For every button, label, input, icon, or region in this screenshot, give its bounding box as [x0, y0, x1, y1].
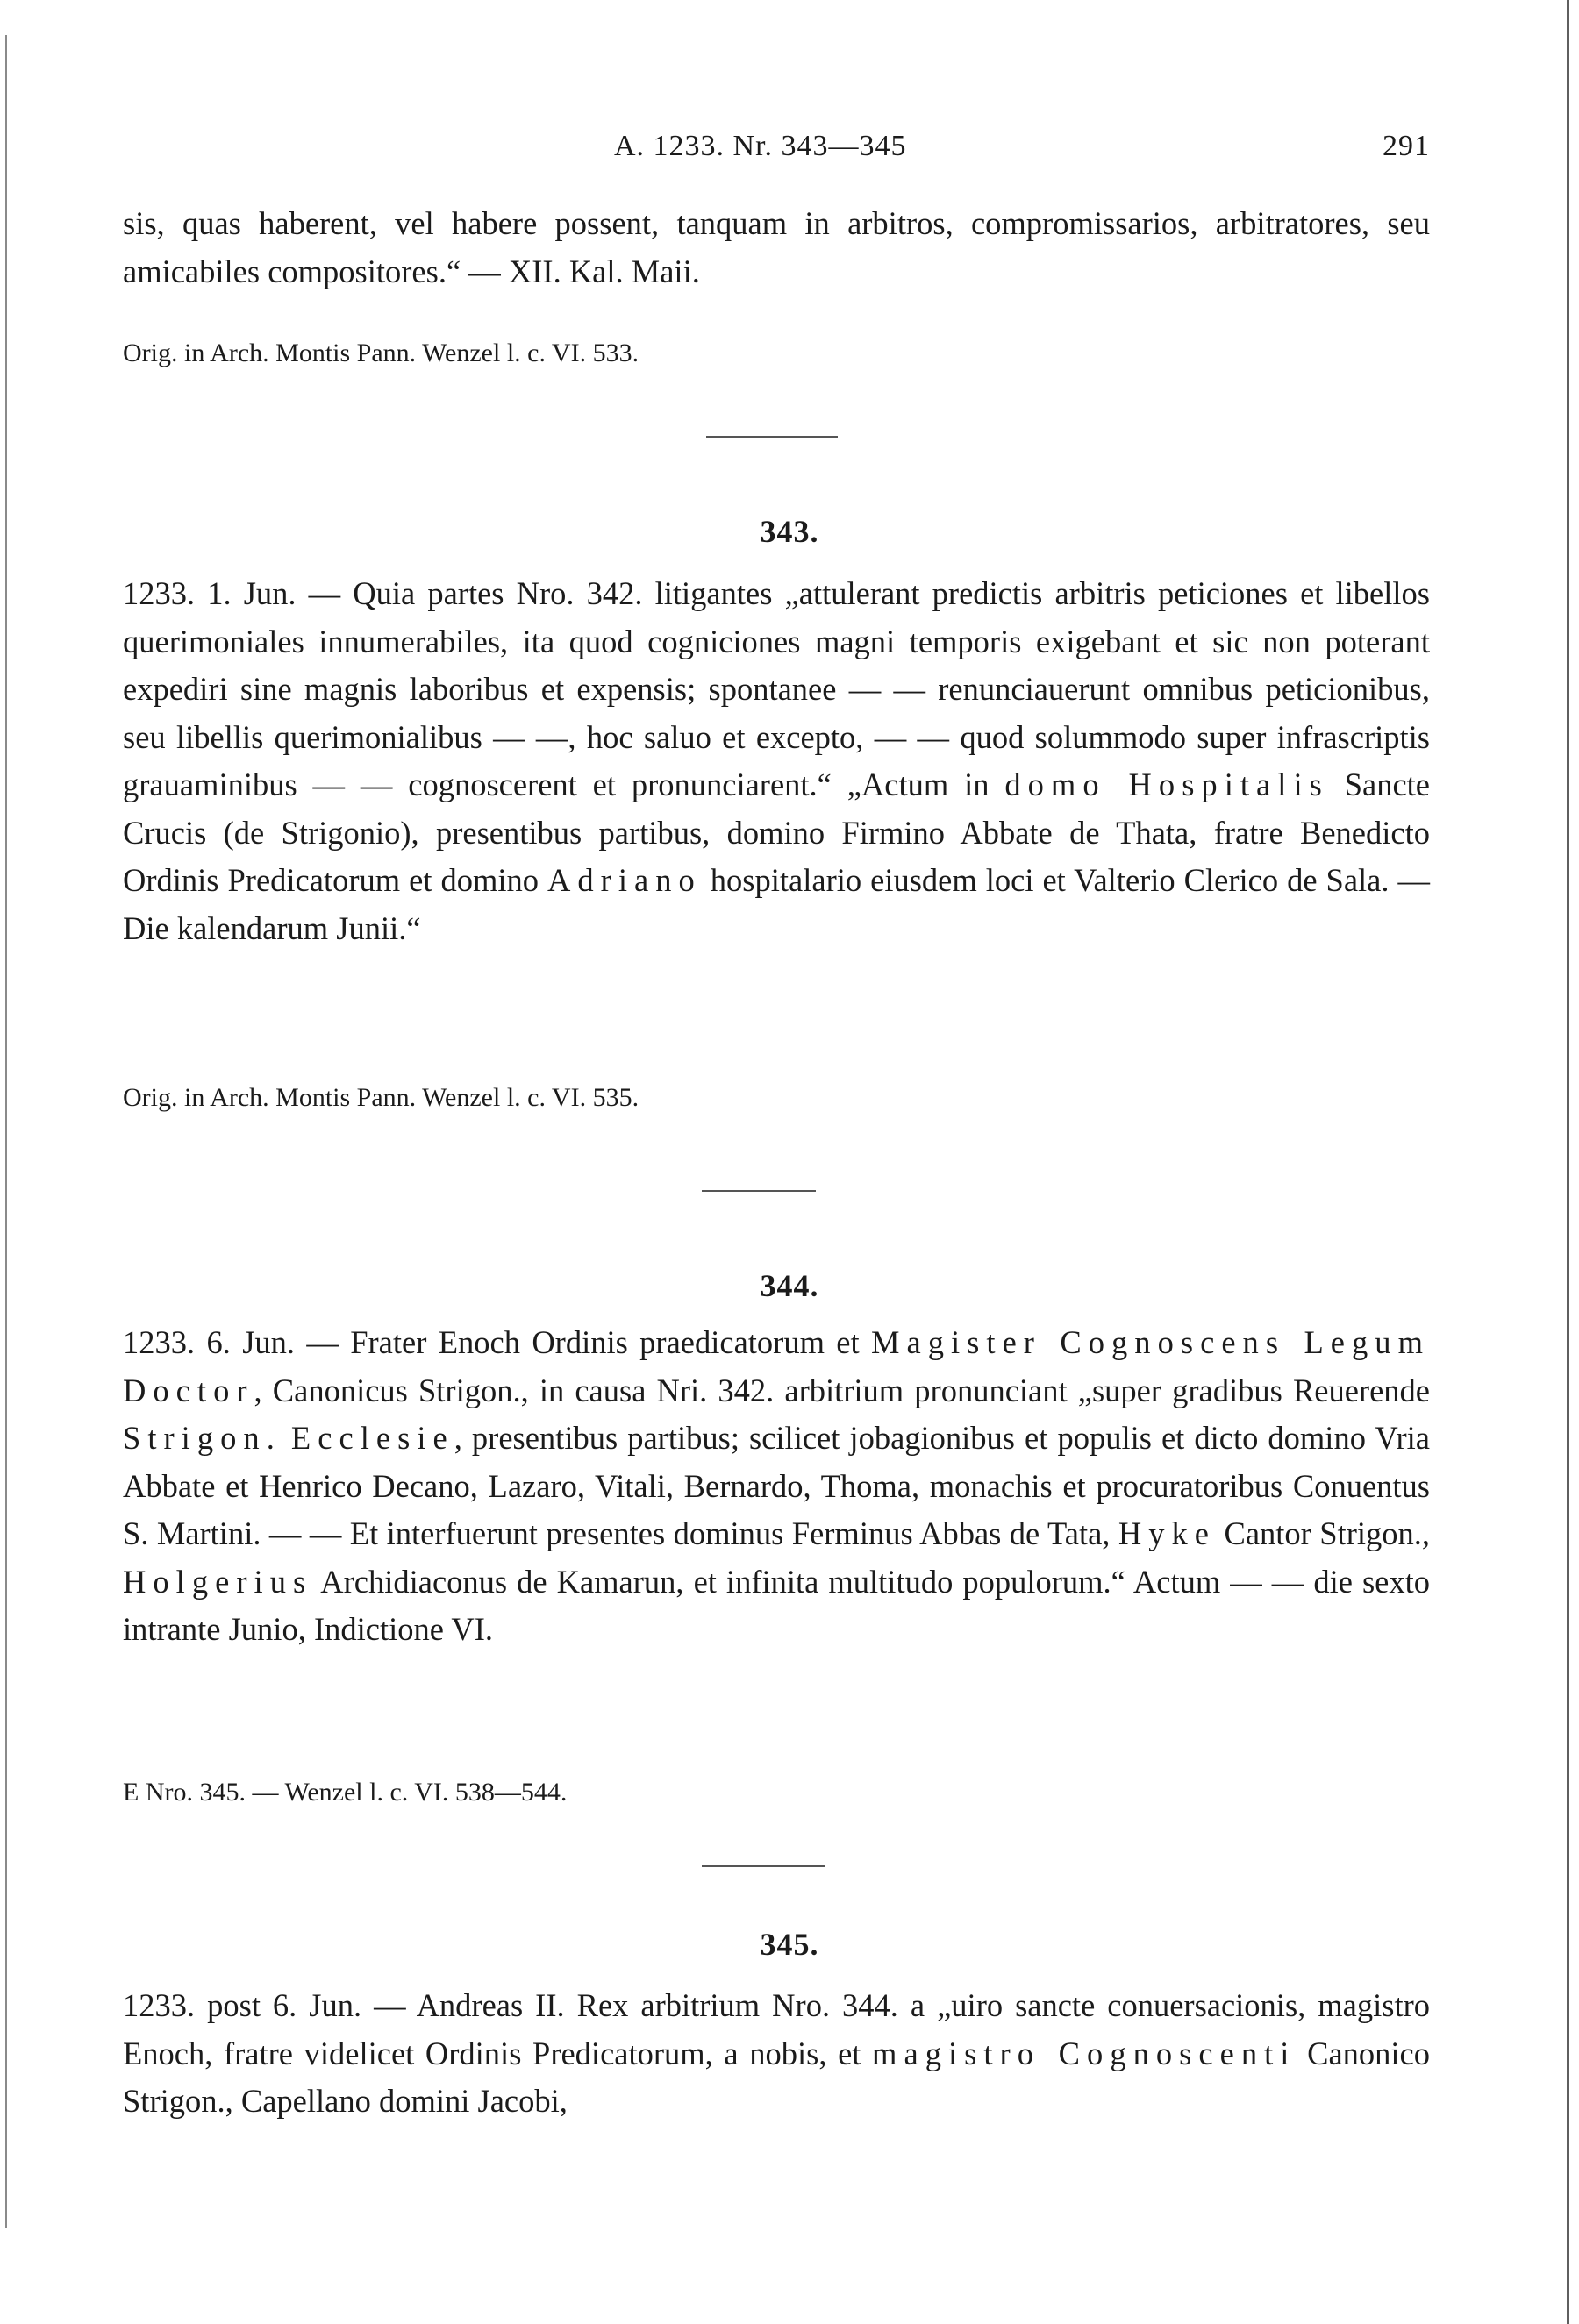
doc344-text-part: Cantor Strigon.,: [1216, 1515, 1430, 1551]
doc345-number: 345.: [760, 1927, 819, 1962]
doc344-text-part: 1233. 6. Jun. — Frater Enoch Ordinis praedicatorum et: [123, 1324, 871, 1360]
doc344-spaced-text: Strigon.: [123, 1420, 282, 1456]
doc344-source-note: E Nro. 345. — Wenzel l. c. VI. 538—544.: [123, 1778, 568, 1807]
doc343-source-note: Orig. in Arch. Montis Pann. Wenzel l. c. VI. 535.: [123, 1083, 639, 1112]
doc344-spaced-text: Ecclesie: [290, 1420, 454, 1456]
doc344-text: [123, 1319, 1430, 1654]
doc344-spaced-text: Holgerius: [123, 1563, 313, 1600]
doc345-text-part: Canonico Strigon., Capellano domini Jacobi,: [123, 2035, 1430, 2119]
doc343-text: [123, 570, 1430, 952]
doc344-number: 344.: [760, 1268, 819, 1303]
running-title: A. 1233. Nr. 343—345: [614, 130, 907, 162]
doc344-text-part: [282, 1420, 291, 1456]
page-header: [123, 130, 1430, 168]
doc344-spaced-text: Magister Cognoscens Legum Doctor: [123, 1324, 1430, 1408]
scan-edge-left: [5, 35, 7, 2228]
doc343-spaced-text: domo Hospitalis: [1004, 766, 1329, 802]
doc344-text-part: , Canonicus Strigon., in causa Nri. 342. arbitrium pronunciant „super gradibus Reuerende: [254, 1372, 1430, 1408]
scan-edge-right: [1567, 0, 1569, 2324]
doc343-text-part: 1233. 1. Jun. — Quia partes Nro. 342. litigantes „attulerant predictis arbitris peticiones et libellos querimoniales innumerabiles, ita quod cogniciones magni temporis exigebant et sic non poterant expediri sine magnis laboribus et expensis; spontanee — — renunciauerunt omnibus peticionibus, seu libellis querimonialibus — —, hoc saluo et excepto, — — quod solummodo super infrascriptis grauaminibus — — cognoscerent et pronunciarent.“ „Actum in: [123, 575, 1430, 802]
doc343-text-part: Sancte Crucis (de Strigonio), presentibus partibus, domino Firmino Abbate de Thata, fratre Benedicto Ordinis Predicatorum et domino: [123, 766, 1431, 898]
section-divider: [702, 1865, 825, 1867]
doc343-text-part: hospitalario eiusdem loci et Valterio Clerico de Sala. — Die kalendarum Junii.“: [123, 862, 1431, 946]
doc344-spaced-text: Hyke: [1118, 1515, 1217, 1551]
doc345-text: [123, 1982, 1430, 2126]
doc342-source-note: Orig. in Arch. Montis Pann. Wenzel l. c. VI. 533.: [123, 339, 639, 367]
doc345-text-part: 1233. post 6. Jun. — Andreas II. Rex arbitrium Nro. 344. a „uiro sancte conuersacionis, magistro Enoch, fratre videlicet Ordinis Predicatorum, a nobis, et: [123, 1987, 1430, 2071]
doc342-continuation: sis, quas haberent, vel habere possent, tanquam in arbitros, compromissarios, arbitratores, seu amicabiles compositores.“ — XII. Kal. Maii.: [123, 205, 1430, 289]
section-divider: [702, 1190, 816, 1192]
doc345-spaced-text: magistro Cognoscenti: [872, 2035, 1297, 2071]
doc344-text-part: , presentibus partibus; scilicet jobagionibus et populis et dicto domino Vria Abbate et Henrico Decano, Lazaro, Vitali, Bernardo, Thoma, monachis et procuratoribus Conuentus S. Martini. — — Et interfuerunt presentes dominus Ferminus Abbas de Tata,: [123, 1420, 1430, 1551]
doc343-spaced-text: Adriano: [547, 862, 702, 898]
page-number: 291: [1383, 130, 1430, 162]
section-divider: [706, 436, 838, 438]
doc344-text-part: Archidiaconus de Kamarun, et infinita multitudo populorum.“ Actum — — die sexto intrante Junio, Indictione VI.: [123, 1563, 1430, 1647]
doc343-number: 343.: [760, 514, 819, 549]
